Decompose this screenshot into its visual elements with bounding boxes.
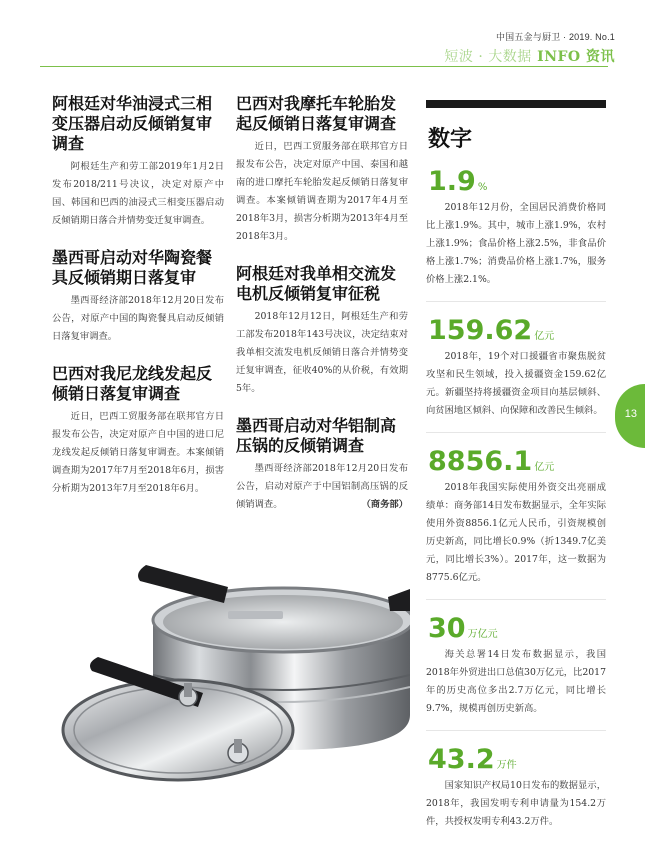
section-title-cn: 短波 · 大数据 xyxy=(444,49,532,65)
article-body: 2018年12月12日，阿根廷生产和劳工部发布2018年143号决议，决定结束对我单相交流发电机反倾销日落合并情势变迁复审调查，征收40%的从价税，有效期5年。 xyxy=(236,311,408,394)
stat-unit: 亿元 xyxy=(534,462,555,473)
news-article xyxy=(236,94,408,246)
article-body xyxy=(236,460,408,514)
stat-value: 1.9 xyxy=(428,166,476,197)
stat-item xyxy=(426,316,606,433)
page-number: 13 xyxy=(624,408,637,420)
left-column xyxy=(52,94,224,516)
stat-value: 30 xyxy=(428,613,466,644)
news-article xyxy=(52,364,224,498)
numbers-top-bar xyxy=(426,100,606,108)
pressure-cooker-illustration xyxy=(38,525,410,790)
article-title: 巴西对我摩托车轮胎发起反倾销日落复审调查 xyxy=(236,94,397,133)
page-number-tab xyxy=(615,384,645,448)
stat-divider xyxy=(426,432,606,433)
article-title: 阿根廷对华油浸式三相变压器启动反倾销复审调查 xyxy=(52,94,213,153)
stat-text: 国家知识产权局10日发布的数据显示，2018年，我国发明专利申请量为154.2万件，共授权发明专利43.2万件。 xyxy=(426,780,606,827)
magazine-header: 中国五金与厨卫 · 2019. No.1 xyxy=(495,32,615,42)
article-body: 近日，巴西工贸服务部在联邦官方日报发布公告，决定对原产自中国的进口尼龙线发起反倾销日落复审调查。本案倾销调查期为2017年7月至2018年6月，损害分析期为2013年7月至2018年6月。 xyxy=(52,411,224,494)
stat-text: 2018年我国实际使用外资交出亮丽成绩单：商务部14日发布数据显示，全年实际使用外资8856.1亿元人民币，引资规模创历史新高，同比增长0.9%（折1349.7亿美元，同比增长3%）。2017年，这一数据为8775.6亿元。 xyxy=(426,482,606,583)
stat-value: 8856.1 xyxy=(428,446,533,477)
article-title: 墨西哥启动对华陶瓷餐具反倾销期日落复审 xyxy=(52,248,213,287)
stat-divider xyxy=(426,599,606,600)
numbers-column xyxy=(426,100,606,831)
section-title-cn-2: 资讯 xyxy=(586,49,615,65)
article-body: 墨西哥经济部2018年12月20日发布公告，对原产中国的陶瓷餐具启动反倾销日落复审调查。 xyxy=(52,295,224,342)
stat-value: 43.2 xyxy=(428,744,495,775)
article-title: 墨西哥启动对华铝制高压锅的反倾销调查 xyxy=(236,416,397,455)
section-divider xyxy=(40,66,608,67)
pressure-cooker-photo xyxy=(38,525,410,790)
stat-text: 2018年12月份，全国居民消费价格同比上涨1.9%。其中，城市上涨1.9%，农村上涨1.9%；食品价格上涨2.5%，非食品价格上涨1.7%；消费品价格上涨1.7%，服务价格上涨2.1%。 xyxy=(426,202,606,285)
stat-unit: 亿元 xyxy=(534,331,555,342)
stat-text: 海关总署14日发布数据显示，我国2018年外贸进出口总值30万亿元，比2017年的历史高位多出2.7万亿元，同比增长9.7%，规模再创历史新高。 xyxy=(426,649,607,714)
stat-item xyxy=(426,614,606,731)
news-article xyxy=(52,94,224,230)
stat-item xyxy=(426,447,606,600)
article-body: 阿根廷生产和劳工部2019年1月2日发布2018/211号决议，决定对原产中国、韩国和巴西的油浸式三相变压器启动反倾销期日落合并情势变迁复审调查。 xyxy=(52,161,224,226)
section-header xyxy=(444,46,615,66)
pressure-valve-stem xyxy=(184,683,192,697)
stat-item xyxy=(426,745,606,831)
news-article xyxy=(52,248,224,346)
stat-divider xyxy=(426,730,606,731)
safety-valve-stem xyxy=(234,739,242,753)
stat-item xyxy=(426,167,606,302)
news-article xyxy=(236,264,408,398)
article-title: 巴西对我尼龙线发起反倾销日落复审调查 xyxy=(52,364,213,403)
stat-unit: 万件 xyxy=(496,760,517,771)
stat-text: 2018年，19个对口援疆省市聚焦脱贫攻坚和民生领域，投入援疆资金159.62亿元。新疆坚持将援疆资金项目向基层倾斜、向贫困地区倾斜、向保障和改善民生倾斜。 xyxy=(426,351,606,416)
news-article xyxy=(236,416,408,514)
source-credit: （商务部） xyxy=(361,499,408,510)
stat-value: 159.62 xyxy=(428,315,533,346)
article-title: 阿根廷对我单相交流发电机反倾销复审征税 xyxy=(236,264,397,303)
numbers-title: 数字 xyxy=(428,127,473,152)
article-body-text: 墨西哥经济部2018年12月20日发布公告，启动对原产于中国铝制高压锅的反倾销调查。 xyxy=(236,463,408,510)
section-title-en: INFO xyxy=(537,49,581,65)
article-body: 近日，巴西工贸服务部在联邦官方日报发布公告，决定对原产中国、泰国和越南的进口摩托车轮胎发起反倾销日落复审调查。本案倾销调查期为2017年4月至2018年3月，损害分析期为2013年4月至2018年3月。 xyxy=(236,141,408,242)
stat-unit: 万亿元 xyxy=(467,629,498,640)
stat-unit: % xyxy=(477,182,488,193)
stat-divider xyxy=(426,301,606,302)
middle-column xyxy=(236,94,408,532)
pot-inside xyxy=(163,595,403,649)
pot-handle-bracket xyxy=(228,611,283,619)
